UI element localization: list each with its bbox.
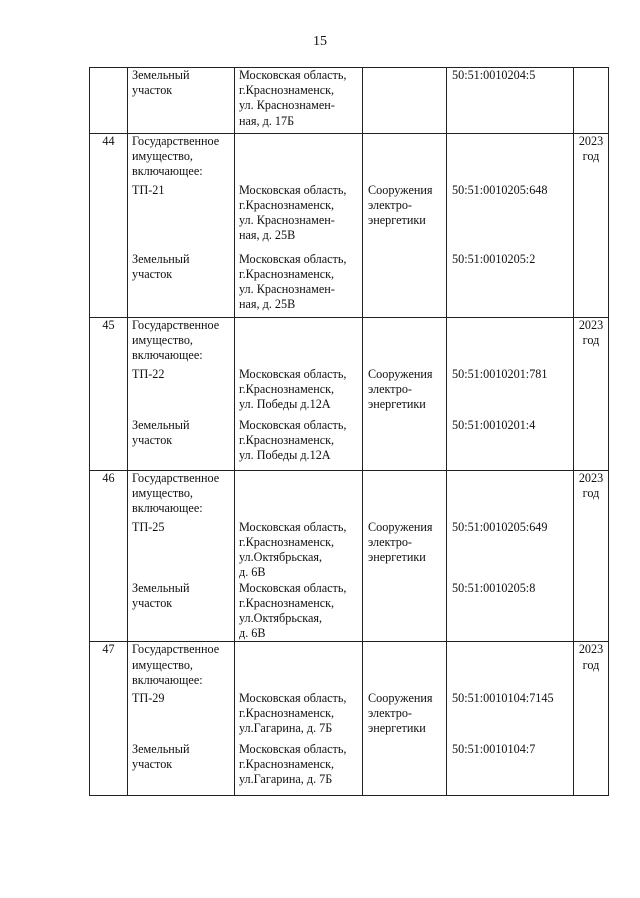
object-address: Московская область, г.Краснознаменск, ул.Гагарина, д. 7Б bbox=[235, 742, 363, 796]
privatization-year bbox=[574, 581, 609, 642]
cadastral-number: 50:51:0010205:8 bbox=[447, 581, 574, 642]
object-type: Сооружения электро- энергетики bbox=[363, 520, 447, 581]
row-number bbox=[90, 742, 128, 796]
row-number: 44 bbox=[90, 134, 128, 183]
privatization-year bbox=[574, 68, 609, 134]
object-name: Государственное имущество, включающее: bbox=[128, 642, 235, 691]
object-type: Сооружения электро- энергетики bbox=[363, 691, 447, 742]
object-address bbox=[235, 642, 363, 691]
table-row bbox=[90, 367, 609, 418]
row-number bbox=[90, 183, 128, 252]
cadastral-number: 50:51:0010204:5 bbox=[447, 68, 574, 134]
row-number bbox=[90, 691, 128, 742]
row-number bbox=[90, 252, 128, 318]
privatization-year bbox=[574, 252, 609, 318]
object-address: Московская область, г.Краснознаменск, ул. Краснознамен- ная, д. 25В bbox=[235, 183, 363, 252]
object-name: Земельный участок bbox=[128, 581, 235, 642]
object-address: Московская область, г.Краснознаменск, ул.Октябрьская, д. 6В bbox=[235, 581, 363, 642]
table-row bbox=[90, 68, 609, 134]
object-type: Сооружения электро- энергетики bbox=[363, 183, 447, 252]
privatization-year bbox=[574, 520, 609, 581]
object-address bbox=[235, 318, 363, 367]
cadastral-number: 50:51:0010205:2 bbox=[447, 252, 574, 318]
row-number bbox=[90, 520, 128, 581]
object-name: Государственное имущество, включающее: bbox=[128, 134, 235, 183]
object-type bbox=[363, 742, 447, 796]
property-table bbox=[89, 67, 609, 796]
privatization-year bbox=[574, 418, 609, 471]
privatization-year bbox=[574, 742, 609, 796]
object-type bbox=[363, 318, 447, 367]
object-name: ТП-29 bbox=[128, 691, 235, 742]
cadastral-number bbox=[447, 134, 574, 183]
table-row bbox=[90, 471, 609, 520]
row-number: 46 bbox=[90, 471, 128, 520]
cadastral-number: 50:51:0010201:781 bbox=[447, 367, 574, 418]
object-name: Земельный участок bbox=[128, 418, 235, 471]
cadastral-number: 50:51:0010205:649 bbox=[447, 520, 574, 581]
object-type bbox=[363, 642, 447, 691]
table-row bbox=[90, 581, 609, 642]
page-number: 15 bbox=[313, 34, 327, 49]
cadastral-number bbox=[447, 642, 574, 691]
object-address bbox=[235, 134, 363, 183]
privatization-year bbox=[574, 691, 609, 742]
privatization-year bbox=[574, 367, 609, 418]
table-row bbox=[90, 691, 609, 742]
cadastral-number: 50:51:0010104:7145 bbox=[447, 691, 574, 742]
table-row bbox=[90, 642, 609, 691]
table-row bbox=[90, 134, 609, 183]
object-type bbox=[363, 134, 447, 183]
row-number: 45 bbox=[90, 318, 128, 367]
privatization-year: 2023 год bbox=[574, 318, 609, 367]
object-address: Московская область, г.Краснознаменск, ул. Краснознамен- ная, д. 25В bbox=[235, 252, 363, 318]
object-type bbox=[363, 581, 447, 642]
object-address: Московская область, г.Краснознаменск, ул. Краснознамен- ная, д. 17Б bbox=[235, 68, 363, 134]
table-row bbox=[90, 252, 609, 318]
privatization-year: 2023 год bbox=[574, 471, 609, 520]
object-address: Московская область, г.Краснознаменск, ул. Победы д.12А bbox=[235, 418, 363, 471]
cadastral-number: 50:51:0010201:4 bbox=[447, 418, 574, 471]
object-name: ТП-22 bbox=[128, 367, 235, 418]
cadastral-number bbox=[447, 471, 574, 520]
object-type: Сооружения электро- энергетики bbox=[363, 367, 447, 418]
row-number bbox=[90, 581, 128, 642]
object-name: Земельный участок bbox=[128, 742, 235, 796]
table-row bbox=[90, 183, 609, 252]
object-address: Московская область, г.Краснознаменск, ул. Победы д.12А bbox=[235, 367, 363, 418]
object-address bbox=[235, 471, 363, 520]
privatization-year: 2023 год bbox=[574, 134, 609, 183]
table-row bbox=[90, 318, 609, 367]
object-name: ТП-25 bbox=[128, 520, 235, 581]
object-name: ТП-21 bbox=[128, 183, 235, 252]
row-number: 47 bbox=[90, 642, 128, 691]
table-row bbox=[90, 520, 609, 581]
privatization-year: 2023 год bbox=[574, 642, 609, 691]
object-type bbox=[363, 471, 447, 520]
object-type bbox=[363, 68, 447, 134]
cadastral-number: 50:51:0010104:7 bbox=[447, 742, 574, 796]
object-type bbox=[363, 418, 447, 471]
object-name: Земельный участок bbox=[128, 252, 235, 318]
row-number bbox=[90, 68, 128, 134]
object-name: Государственное имущество, включающее: bbox=[128, 471, 235, 520]
row-number bbox=[90, 367, 128, 418]
row-number bbox=[90, 418, 128, 471]
object-type bbox=[363, 252, 447, 318]
table-row bbox=[90, 742, 609, 796]
object-name: Земельный участок bbox=[128, 68, 235, 134]
object-address: Московская область, г.Краснознаменск, ул.Октябрьская, д. 6В bbox=[235, 520, 363, 581]
object-name: Государственное имущество, включающее: bbox=[128, 318, 235, 367]
privatization-year bbox=[574, 183, 609, 252]
cadastral-number bbox=[447, 318, 574, 367]
cadastral-number: 50:51:0010205:648 bbox=[447, 183, 574, 252]
table-row bbox=[90, 418, 609, 471]
object-address: Московская область, г.Краснознаменск, ул.Гагарина, д. 7Б bbox=[235, 691, 363, 742]
